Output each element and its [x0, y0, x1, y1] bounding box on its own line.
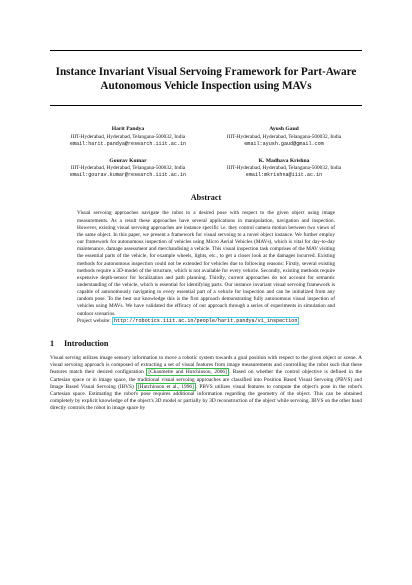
- citation-link[interactable]: [Chaumette and Hutchinson, 2006]: [148, 369, 227, 376]
- project-website-label: Project website:: [77, 317, 111, 324]
- author-affiliation: IIIT-Hyderabad, Hyderabad, Telangana-500032, India: [70, 133, 186, 140]
- paper-title-line-2: Autonomous Vehicle Inspection using MAVs: [100, 80, 312, 92]
- author-affiliation: IIIT-Hyderabad, Hyderabad, Telangana-500032, India: [226, 165, 342, 172]
- author-affiliation: IIIT-Hyderabad, Hyderabad, Telangana-500032, India: [226, 133, 342, 140]
- title-bottom-rule: [50, 105, 362, 106]
- section-title: Introduction: [64, 338, 109, 348]
- section-heading: [50, 339, 362, 348]
- abstract-body: [77, 210, 335, 325]
- title-top-rule: [50, 50, 362, 51]
- author-entry: [206, 126, 362, 148]
- intro-text-part-2: . Based on whether the control objective is defined in the Cartesian space or in image space, the traditional visual servoing approaches are classified into Position Based Visual Servoing (PBVS) and Image Based Visual Servoing (IBVS): [50, 369, 362, 390]
- author-entry: [50, 126, 206, 148]
- project-website-link[interactable]: http://robotics.iiit.ac.in/people/harit.pandya/vi_inspection: [114, 317, 298, 324]
- introduction-paragraph: [50, 355, 362, 413]
- intro-text-part-3: . PBVS utilizes visual features to compute the object's pose in the robot's Cartesian space. Estimating the robot's pose requires additional information regarding the geometry of the object. This can be obtained completely by explicit knowledge of the object's 3D model or partially by 3D reconstruction of the object while servoing. IBVS on the other hand directly controls the robot in image space by: [50, 383, 363, 412]
- author-name: Harit Pandya: [111, 126, 145, 132]
- abstract-text: Visual servoing approaches navigate the robot to a desired pose with respect to the given object using image measurements. As a result these approaches have several applications in manipulation, navigation and inspection. However, existing visual servoing approaches are instance specific i.e. they control camera motion between two views of the same object. In this paper, we present a framework for visual servoing to a novel object instance. We further employ our framework for autonomous inspection of vehicles using Micro Aerial Vehicles (MAVs), which is vital for day-to-day maintenance, damage assessment and merchandising a vehicle. This visual inspection task comprises of the MAV visiting the essential parts of the vehicle, for example wheels, lights, etc., to get a closer look at the damages incurred. Existing methods for autonomous inspection could not be extended for vehicles due to following reasons: Firstly, several existing methods require a 3D-model of the structure, which is not available for every vehicle. Secondly, existing methods require expensive depth-sensor for localization and path planning. Thirdly, current approaches do not account for semantic understanding of the vehicle, which is essential for identifying parts. Our instance invariant visual servoing framework is capable of autonomously navigating to every essential part of a vehicle for inspection and can be initialized from any random pose. To the best our knowledge this is the first approach demonstrating fully autonomous visual inspection of vehicles using MAVs. We have validated the efficacy of our approach through a series of experiments in simulation and outdoor scenarios.: [77, 210, 335, 317]
- abstract-heading: Abstract: [190, 193, 222, 203]
- author-email: email:ayush.gaud@gmail.com: [244, 140, 324, 147]
- author-name: Ayush Gaud: [269, 126, 299, 132]
- author-email: email:mkrishna@iiit.ac.in: [245, 172, 323, 179]
- citation-link[interactable]: [Hutchinson et al., 1996]: [137, 383, 194, 390]
- author-affiliation: IIIT-Hyderabad, Hyderabad, Telangana-500032, India: [70, 165, 186, 172]
- author-block: [50, 126, 362, 179]
- author-name: K. Madhava Krishna: [258, 157, 310, 164]
- paper-page: [0, 50, 412, 585]
- author-entry: [206, 158, 362, 180]
- paper-title-line-1: Instance Invariant Visual Servoing Framework for Part-Aware: [55, 66, 357, 78]
- intro-text-part-1: Visual serving utilizes image sensory information to move a robotic system towards a goal position with respect to the given object or scene. A visual servoing approach is composed of extracting a set of visual features from image measurements and controlling the robot such that these features match their desired configuration: [50, 354, 362, 376]
- author-email: email:gourav.kumar@research.iiit.ac.in: [69, 172, 187, 179]
- paper-title: [50, 65, 362, 93]
- author-entry: [50, 158, 206, 180]
- section-number: 1: [50, 338, 55, 348]
- author-name: Gourav Kumar: [109, 157, 147, 164]
- author-email: email:harit.pandya@research.iiit.ac.in: [69, 140, 187, 147]
